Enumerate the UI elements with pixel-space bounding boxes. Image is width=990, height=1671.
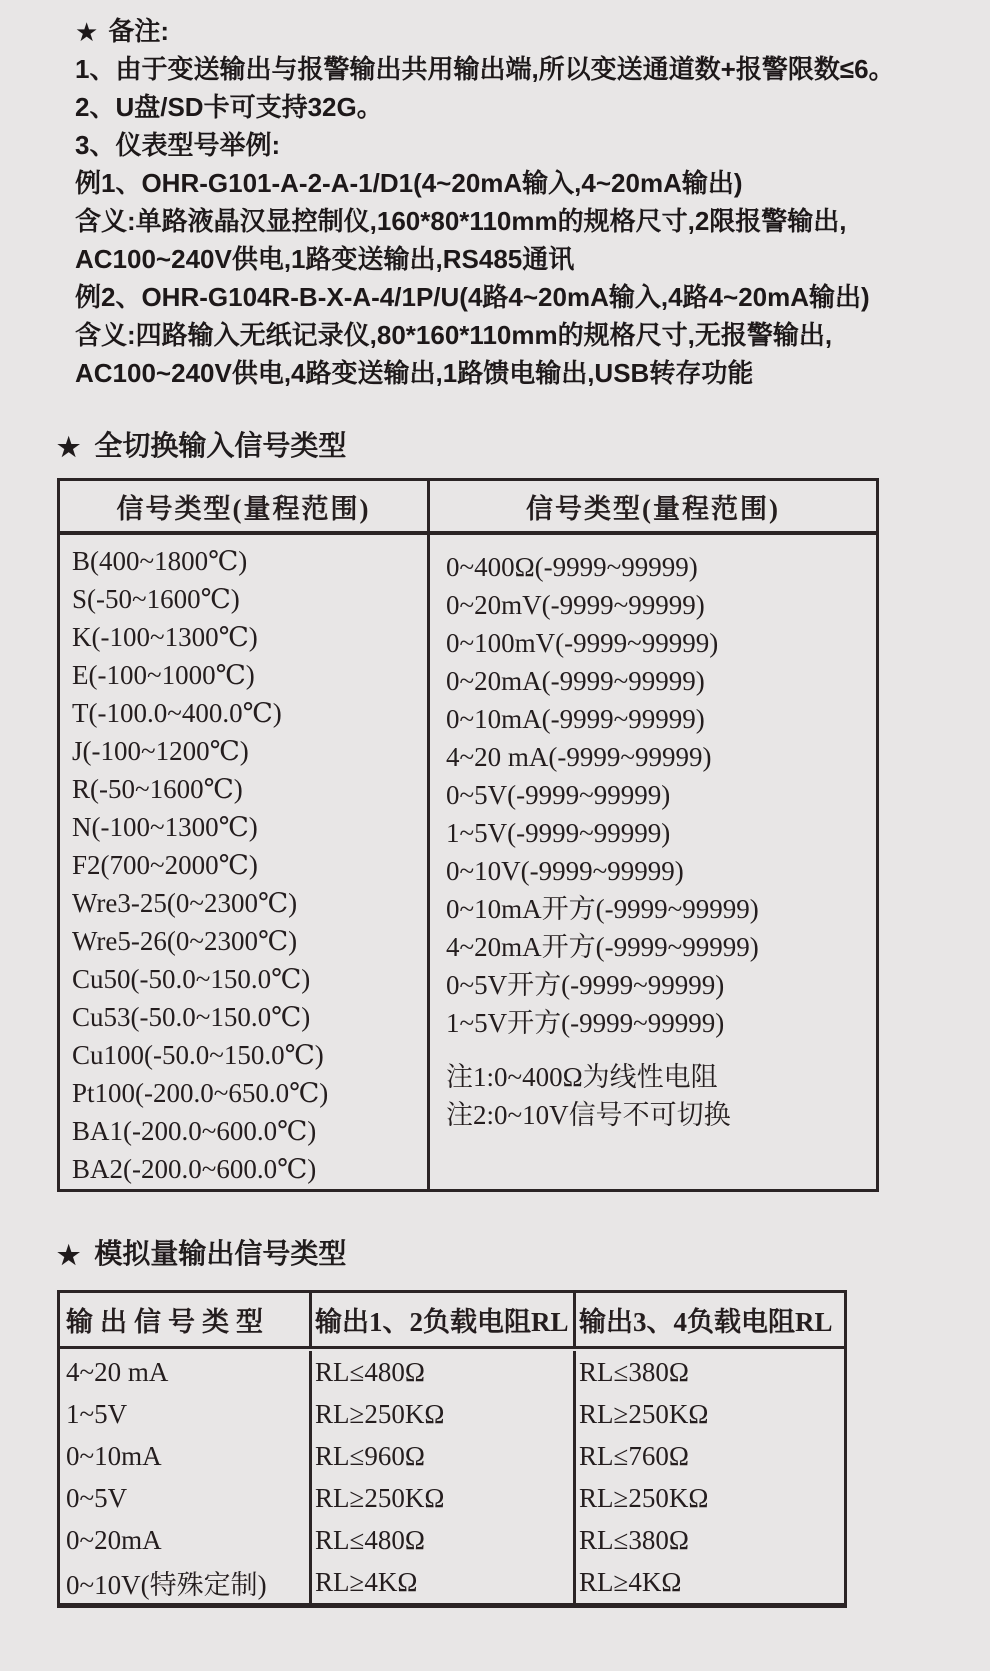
remarks-line: 含义:单路液晶汉显控制仪,160*80*110mm的规格尺寸,2限报警输出, [75,206,847,236]
load-resistance-34-cell: RL≥250KΩ [579,1398,709,1429]
input-signal-right-items [446,548,876,1042]
input-signal-table-left-header: 信号类型(量程范围) [60,481,427,535]
input-signal-item: E(-100~1000℃) [72,660,255,690]
input-signal-item: 0~5V(-9999~99999) [446,780,671,810]
analog-output-header-signal-type: 输出信号类型 [60,1293,312,1346]
input-signal-item: 0~20mV(-9999~99999) [446,590,705,620]
table-row [60,1435,844,1477]
input-signal-item: S(-50~1600℃) [72,584,240,614]
input-signal-item: 0~100mV(-9999~99999) [446,628,719,658]
remarks-title: 备注: [108,16,169,46]
load-resistance-12-cell: RL≥250KΩ [312,1393,576,1435]
star-icon: ★ [75,17,99,47]
input-signal-item: Wre3-25(0~2300℃) [72,888,298,918]
remarks-line: 例1、OHR-G101-A-2-A-1/D1(4~20mA输入,4~20mA输出) [75,168,743,198]
input-signal-item: 0~20mA(-9999~99999) [446,666,705,696]
input-signal-item: 4~20 mA(-9999~99999) [446,742,712,772]
table-row [60,1519,844,1561]
input-signal-table-left-column [60,481,430,1189]
load-resistance-34-cell: RL≤380Ω [579,1356,689,1387]
input-signal-item: F2(700~2000℃) [72,850,258,880]
table-row [60,1351,844,1393]
input-signal-item: K(-100~1300℃) [72,622,258,652]
input-signal-item: Pt100(-200.0~650.0℃) [72,1078,329,1108]
output-signal-type-cell: 4~20 mA [60,1351,312,1393]
input-signal-item: Cu50(-50.0~150.0℃) [72,964,311,994]
remarks-line: AC100~240V供电,4路变送输出,1路馈电输出,USB转存功能 [75,358,754,388]
input-signal-item: T(-100.0~400.0℃) [72,698,282,728]
section-title-text: 模拟量输出信号类型 [94,1238,347,1269]
remarks-block [75,12,895,392]
input-signal-footnote: 注2:0~10V信号不可切换 [446,1100,731,1130]
remarks-line: 3、仪表型号举例: [75,130,281,160]
table-row [60,1393,844,1435]
input-signal-item: BA2(-200.0~600.0℃) [72,1154,317,1184]
input-signal-item: Wre5-26(0~2300℃) [72,926,298,956]
remarks-title-line [75,12,895,50]
remarks-lines [75,50,895,392]
load-resistance-12-cell: RL≤960Ω [312,1435,576,1477]
star-icon: ★ [57,1240,81,1270]
input-signal-item: 0~10mA开方(-9999~99999) [446,894,759,924]
input-signal-item: BA1(-200.0~600.0℃) [72,1116,317,1146]
input-signal-item: J(-100~1200℃) [72,736,249,766]
analog-output-header-load-12: 输出1、2负载电阻RL [312,1293,576,1346]
input-signal-table-right-header: 信号类型(量程范围) [430,481,876,535]
input-signal-item: 0~10mA(-9999~99999) [446,704,705,734]
input-signal-item: 0~5V开方(-9999~99999) [446,970,725,1000]
input-signal-item: 0~10V(-9999~99999) [446,856,684,886]
input-signal-item: R(-50~1600℃) [72,774,243,804]
table-row [60,1477,844,1519]
load-resistance-12-cell: RL≤480Ω [312,1519,576,1561]
load-resistance-34-cell: RL≤380Ω [579,1524,689,1555]
analog-output-header-load-34: 输出3、4负载电阻RL [579,1307,833,1337]
remarks-line: 例2、OHR-G104R-B-X-A-4/1P/U(4路4~20mA输入,4路4~20mA输出) [75,282,870,312]
input-signal-item: 0~400Ω(-9999~99999) [446,552,698,582]
input-signal-item: Cu100(-50.0~150.0℃) [72,1040,324,1070]
load-resistance-34-cell: RL≤760Ω [579,1440,689,1471]
remarks-line: 含义:四路输入无纸记录仪,80*160*110mm的规格尺寸,无报警输出, [75,320,833,350]
output-signal-type-cell: 0~10mA [60,1435,312,1477]
load-resistance-34-cell: RL≥250KΩ [579,1482,709,1513]
star-icon: ★ [57,432,81,462]
analog-output-table-body [60,1349,844,1603]
input-signal-item: 1~5V(-9999~99999) [446,818,671,848]
input-signal-footnote: 注1:0~400Ω为线性电阻 [446,1062,718,1092]
output-signal-type-cell: 0~10V(特殊定制) [60,1561,312,1603]
analog-output-section-title [57,1232,346,1272]
input-signal-left-list [60,535,427,1188]
input-signal-section-title [57,424,346,464]
input-signal-table-right-column [430,481,876,1189]
input-signal-item: B(400~1800℃) [72,546,248,576]
output-signal-type-cell: 0~5V [60,1477,312,1519]
load-resistance-12-cell: RL≤480Ω [312,1351,576,1393]
remarks-line: 2、U盘/SD卡可支持32G。 [75,92,383,122]
output-signal-type-cell: 1~5V [60,1393,312,1435]
input-signal-item: N(-100~1300℃) [72,812,258,842]
load-resistance-12-cell: RL≥250KΩ [312,1477,576,1519]
load-resistance-12-cell: RL≥4KΩ [312,1561,576,1603]
input-signal-footnotes [446,1058,876,1134]
input-signal-item: Cu53(-50.0~150.0℃) [72,1002,311,1032]
analog-output-table-header-row [60,1293,844,1349]
analog-output-table [57,1290,847,1608]
input-signal-right-list [430,535,876,1134]
remarks-line: AC100~240V供电,1路变送输出,RS485通讯 [75,244,575,274]
input-signal-table [57,478,879,1192]
remarks-line: 1、由于变送输出与报警输出共用输出端,所以变送通道数+报警限数≤6。 [75,54,895,84]
output-signal-type-cell: 0~20mA [60,1519,312,1561]
section-title-text: 全切换输入信号类型 [94,430,347,461]
load-resistance-34-cell: RL≥4KΩ [579,1566,682,1597]
input-signal-item: 4~20mA开方(-9999~99999) [446,932,759,962]
input-signal-item: 1~5V开方(-9999~99999) [446,1008,725,1038]
table-row [60,1561,844,1603]
